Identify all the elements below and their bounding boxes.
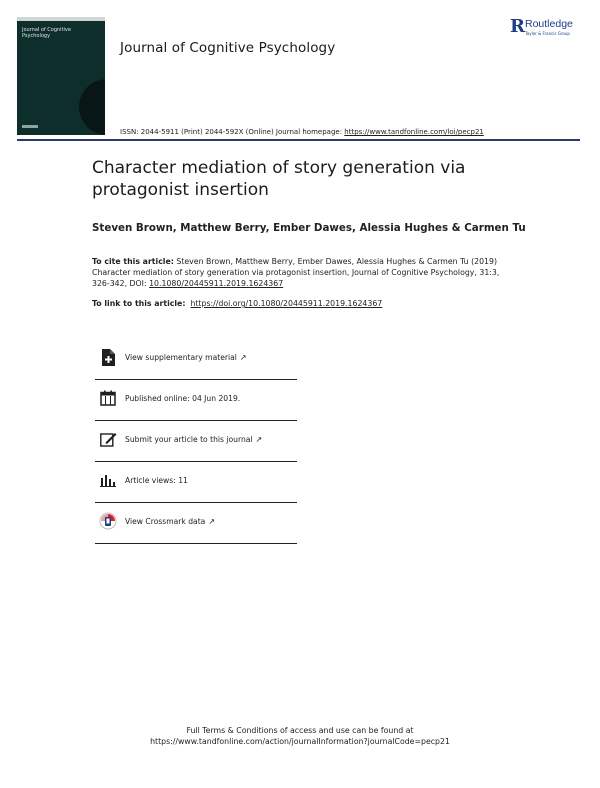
journal-homepage-link[interactable]: https://www.tandfonline.com/loi/pecp21 xyxy=(344,128,484,136)
footer-terms-link[interactable]: https://www.tandfonline.com/action/journalInformation?journalCode=pecp21 xyxy=(150,737,450,746)
calendar-icon xyxy=(99,389,117,407)
citation-doi-link[interactable]: 10.1080/20445911.2019.1624367 xyxy=(149,279,284,288)
routledge-logo-icon: R xyxy=(510,16,525,37)
publisher-logo xyxy=(510,17,590,43)
article-link-block xyxy=(92,299,382,308)
action-label: View Crossmark data ↗ xyxy=(125,517,216,526)
footer-terms-text: Full Terms & Conditions of access and use can be found at xyxy=(186,726,414,735)
crossmark-icon xyxy=(99,512,117,530)
cover-publisher-mark xyxy=(22,125,38,128)
article-doi-link[interactable]: https://doi.org/10.1080/20445911.2019.1624367 xyxy=(190,299,383,308)
journal-cover-thumbnail xyxy=(17,17,105,135)
action-label: Article views: 11 xyxy=(125,476,188,485)
issn-line xyxy=(120,128,484,136)
article-views-item xyxy=(95,464,297,503)
action-label: View supplementary material ↗ xyxy=(125,353,247,362)
external-link-icon: ↗ xyxy=(239,353,247,362)
article-authors: Steven Brown, Matthew Berry, Ember Dawes, Alessia Hughes & Carmen Tu xyxy=(92,222,526,234)
supplementary-material-link[interactable] xyxy=(95,341,297,380)
publisher-subtitle: Taylor & Francis Group xyxy=(525,31,570,36)
external-link-icon: ↗ xyxy=(208,517,216,526)
article-title: Character mediation of story generation via protagonist insertion xyxy=(92,158,466,200)
article-actions-list xyxy=(95,341,297,546)
citation-text: Steven Brown, Matthew Berry, Ember Dawes, Alessia Hughes & Carmen Tu (2019) Character mediation of story generation via protagonist insertion, Journal of Cognitive Psychology, 31:3, 326-342, DOI: xyxy=(92,257,500,288)
cover-title: Journal of Cognitive Psychology xyxy=(22,27,71,39)
cover-circle-graphic xyxy=(79,79,105,135)
action-label: Submit your article to this journal ↗ xyxy=(125,435,263,444)
pencil-icon xyxy=(99,430,117,448)
cover-top-bar xyxy=(17,17,105,21)
bar-chart-icon xyxy=(99,471,117,489)
external-link-icon: ↗ xyxy=(255,435,263,444)
crossmark-link[interactable] xyxy=(95,505,297,544)
submit-article-link[interactable] xyxy=(95,423,297,462)
issn-text: ISSN: 2044-5911 (Print) 2044-592X (Online) Journal homepage: xyxy=(120,128,345,136)
journal-title: Journal of Cognitive Psychology xyxy=(120,40,336,56)
citation-block xyxy=(92,256,512,289)
footer xyxy=(0,725,600,747)
citation-label: To cite this article: xyxy=(92,257,174,266)
header-divider xyxy=(17,139,580,141)
publisher-name: Routledge xyxy=(525,18,573,30)
article-link-label: To link to this article: xyxy=(92,299,186,308)
action-label: Published online: 04 Jun 2019. xyxy=(125,394,241,403)
published-online-item xyxy=(95,382,297,421)
plus-document-icon xyxy=(99,348,117,366)
